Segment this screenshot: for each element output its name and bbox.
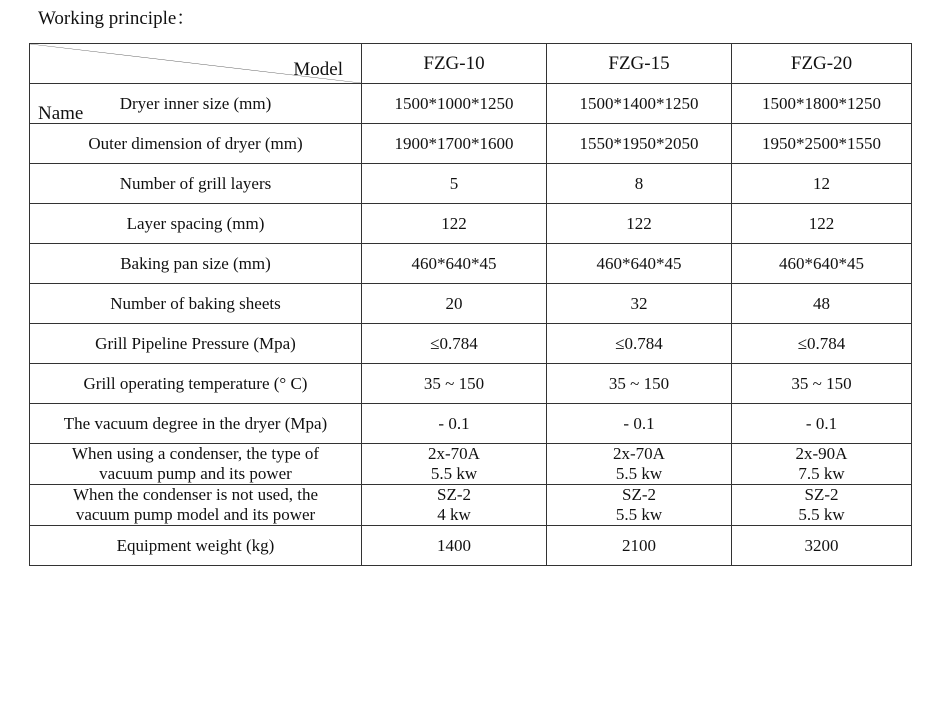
value-text: - 0.1	[623, 413, 655, 433]
value-text: 4 kw	[437, 505, 471, 524]
table-row	[30, 204, 912, 244]
model-header-1: FZG-10	[362, 44, 547, 84]
table-row	[30, 84, 912, 124]
row-name-text: When using a condenser, the type of	[71, 444, 320, 463]
value-cell	[362, 324, 547, 364]
value-cell	[732, 444, 912, 485]
value-text: 5.5 kw	[615, 464, 663, 483]
value-cell	[362, 284, 547, 324]
value-text: 20	[445, 293, 463, 313]
value-cell	[547, 364, 732, 404]
value-text: 2x-70A	[613, 444, 665, 463]
value-cell	[547, 526, 732, 566]
value-text: 48	[813, 293, 830, 313]
value-text: 3200	[804, 535, 839, 555]
value-text: 2100	[622, 535, 656, 555]
value-cell	[362, 444, 547, 485]
row-name-cell	[30, 444, 362, 485]
value-text: 460*640*45	[411, 253, 497, 273]
value-text: 122	[808, 213, 835, 233]
value-text: 7.5 kw	[798, 464, 845, 483]
row-name-cell	[30, 124, 362, 164]
value-text: 2x-90A	[795, 444, 848, 463]
table-row	[30, 244, 912, 284]
value-text: 5	[449, 173, 459, 193]
row-name-text: Dryer inner size (mm)	[119, 93, 272, 113]
table-row	[30, 444, 912, 485]
value-cell	[547, 284, 732, 324]
value-cell	[732, 84, 912, 124]
value-text: 1500*1000*1250	[394, 93, 514, 113]
value-cell	[547, 324, 732, 364]
model-header-3: FZG-20	[732, 44, 912, 84]
value-cell	[362, 364, 547, 404]
value-text: 5.5 kw	[615, 505, 663, 524]
row-name-cell	[30, 164, 362, 204]
value-text: 35 ~ 150	[423, 373, 485, 393]
row-name-cell	[30, 404, 362, 444]
value-cell	[732, 526, 912, 566]
value-cell	[362, 164, 547, 204]
table-row	[30, 364, 912, 404]
value-cell	[732, 324, 912, 364]
value-cell	[362, 485, 547, 526]
table-row	[30, 324, 912, 364]
value-cell	[362, 84, 547, 124]
value-cell	[732, 284, 912, 324]
table-row	[30, 164, 912, 204]
value-text: 122	[441, 213, 467, 233]
value-text: ≤0.784	[615, 333, 663, 353]
table-row	[30, 526, 912, 566]
value-text: 5.5 kw	[798, 505, 845, 524]
spec-table	[29, 43, 912, 566]
value-cell	[732, 124, 912, 164]
value-cell	[547, 485, 732, 526]
corner-model-label: Model	[293, 59, 343, 80]
value-text: 35 ~ 150	[791, 373, 852, 393]
value-text: 1900*1700*1600	[394, 133, 514, 153]
row-name-text: Layer spacing (mm)	[126, 213, 265, 233]
value-cell	[362, 204, 547, 244]
row-name-cell	[30, 204, 362, 244]
row-name-text: Number of grill layers	[119, 173, 272, 193]
value-text: 32	[630, 293, 648, 313]
row-name-cell	[30, 324, 362, 364]
value-text: ≤0.784	[797, 333, 846, 353]
value-cell	[547, 204, 732, 244]
row-name-text: Grill operating temperature (° C)	[83, 373, 308, 393]
table-row	[30, 284, 912, 324]
value-cell	[362, 526, 547, 566]
model-header-2: FZG-15	[547, 44, 732, 84]
value-cell	[547, 444, 732, 485]
value-text: 460*640*45	[779, 253, 864, 273]
value-text: 122	[626, 213, 652, 233]
row-name-cell	[30, 284, 362, 324]
value-text: 1500*1800*1250	[762, 93, 881, 113]
table-row	[30, 124, 912, 164]
value-text: SZ-2	[437, 485, 471, 504]
value-text: 2x-70A	[428, 444, 480, 463]
row-name-cell	[30, 244, 362, 284]
value-cell	[547, 124, 732, 164]
row-name-text: Number of baking sheets	[110, 293, 281, 313]
value-cell	[732, 485, 912, 526]
row-name-text: Baking pan size (mm)	[120, 253, 271, 273]
value-cell	[362, 124, 547, 164]
value-text: SZ-2	[804, 485, 839, 504]
value-cell	[547, 84, 732, 124]
row-name-text: The vacuum degree in the dryer (Mpa)	[63, 413, 328, 433]
corner-name-label: Name	[38, 103, 84, 124]
value-text: 1400	[437, 535, 471, 555]
row-name-text: Equipment weight (kg)	[116, 535, 275, 555]
table-row	[30, 404, 912, 444]
row-name-cell	[30, 364, 362, 404]
value-text: 1500*1400*1250	[579, 93, 699, 113]
value-text: 8	[634, 173, 644, 193]
value-text: 12	[813, 173, 830, 193]
value-text: 35 ~ 150	[608, 373, 670, 393]
value-text: 1950*2500*1550	[762, 133, 881, 153]
value-text: - 0.1	[805, 413, 838, 433]
row-name-text: When the condenser is not used, the	[72, 485, 318, 504]
value-text: 1550*1950*2050	[579, 133, 699, 153]
value-text: - 0.1	[438, 413, 470, 433]
value-cell	[547, 404, 732, 444]
value-cell	[732, 244, 912, 284]
table-row	[30, 485, 912, 526]
section-heading: Working principle：	[38, 8, 196, 29]
table-header-row	[30, 44, 912, 84]
value-cell	[732, 404, 912, 444]
value-text: 460*640*45	[596, 253, 682, 273]
value-cell	[547, 164, 732, 204]
value-text: ≤0.784	[430, 333, 478, 353]
value-text: SZ-2	[622, 485, 656, 504]
value-cell	[732, 364, 912, 404]
row-name-text: Grill Pipeline Pressure (Mpa)	[95, 333, 296, 353]
row-name-text: vacuum pump and its power	[99, 464, 292, 483]
value-cell	[362, 244, 547, 284]
row-name-text: Outer dimension of dryer (mm)	[88, 133, 303, 153]
value-cell	[732, 204, 912, 244]
value-text: 5.5 kw	[430, 464, 478, 483]
row-name-cell	[30, 526, 362, 566]
value-cell	[547, 244, 732, 284]
row-name-text: vacuum pump model and its power	[75, 505, 316, 524]
value-cell	[732, 164, 912, 204]
row-name-cell	[30, 485, 362, 526]
value-cell	[362, 404, 547, 444]
